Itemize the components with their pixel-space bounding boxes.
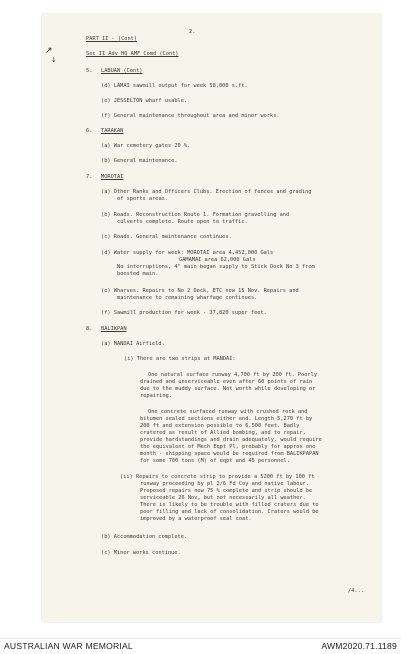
s7-number: 7. — [86, 174, 93, 180]
s8-para2-line: cratered as result of Allied bombing, and to repair, — [140, 430, 306, 436]
s8-para1-line: due to the muddy surface. Not worth while developing or — [140, 386, 316, 392]
s7-item-d-line4: boosted main. — [117, 271, 159, 277]
s8-para1-line: One natural surface runway 4,700 ft by 200 ft. Poorly — [148, 372, 318, 378]
s6-number: 6. — [86, 128, 93, 134]
s7-item-d-line2: GAMAMAI area 62,000 Gals — [179, 257, 256, 263]
s7-item-a-line2: of sports areas. — [117, 196, 169, 202]
pencil-mark-icon: ↗ — [45, 46, 53, 56]
continuation-mark: /4... — [348, 588, 364, 594]
s7-item-f: (f) Sawmill production for week - 37,820 super feet. — [101, 310, 267, 316]
s8-para2-line: bitumen sealed sections either end. Length 5,270 ft by — [140, 416, 313, 422]
s8-sub-ii-line: serviceable 26 Nov, but not necessarily all weather. — [140, 495, 306, 501]
s5-title: LABUAN (Cont) — [101, 68, 143, 74]
s8-para2-line: 200 ft and extension possible to 6,500 feet. Badly — [140, 423, 300, 429]
s7-item-d-line3: No interruptions, 4" main began supply to Stick Dock No 3 from — [117, 264, 315, 270]
s8-sub-ii-line: improved by a waterproof seal coat. — [140, 516, 252, 522]
page-number: 2. — [189, 29, 196, 35]
s8-title: BALIKPAN — [101, 326, 127, 332]
s5-item-d: (d) LAMAI sawmill output for week 58,000 s.ft. — [101, 83, 248, 89]
s8-sub-ii-line: (ii) Repairs to concrete strip to provide a 5200 ft by 100 ft — [120, 474, 315, 480]
archive-footer — [0, 638, 401, 654]
s6-title: TARAKAN — [101, 128, 124, 134]
section-heading — [86, 51, 178, 57]
s7-item-a-line1: (a) Other Ranks and Officers Clubs. Erection of fences and grading — [101, 189, 312, 195]
s5-item-e: (e) JESSELTON wharf usable. — [101, 98, 188, 104]
s7-item-d-line1: (d) Water supply for week: MOROTAI area 4,452,000 Gals — [101, 250, 274, 256]
s8-sub-ii-line: runway proceeding by pl 2/6 Fd Coy and native labour. — [140, 481, 310, 487]
s8-para2-line: month - shipping space would be required from BALIKPAPAN — [140, 451, 319, 457]
s8-item-a: (a) MANDAI Airfield. — [101, 341, 165, 347]
s8-sub-ii-line: There is likely to be trouble with filled craters due to — [140, 502, 319, 508]
footer-source: AUSTRALIAN WAR MEMORIAL — [4, 641, 133, 651]
s8-para1-line: repairing. — [140, 393, 172, 399]
s8-para2-line: the equivalent of Mech Eqpt Pl, probably for approx one — [140, 444, 316, 450]
s8-para2-line: One concrete surfaced runway with crushed rock and — [148, 409, 308, 415]
part-heading: PART II - (Cont) — [86, 36, 138, 42]
s8-item-b: (b) Accommodation complete. — [101, 534, 188, 540]
s8-number: 8. — [86, 326, 93, 332]
s8-para2-line: for some 700 tons (M) of eqpt and 45 personnel. — [140, 458, 290, 464]
s5-item-f: (f) General maintenance throughout area and minor works. — [101, 113, 280, 119]
s8-sub-ii-line: Proposed repairs now 75 % complete and strip should be — [140, 488, 313, 494]
s8-sub-ii-line: poor filling and lack of consolidation. Craters would be — [140, 509, 319, 515]
s5-number: 5. — [86, 68, 93, 74]
s7-item-e-line1: (e) Wharves. Repairs to No 2 Dock, ETC now 15 Nov. Repairs and — [101, 288, 299, 294]
pencil-tick-icon: ↓ — [51, 56, 57, 64]
s7-title: MOROTAI — [101, 174, 124, 180]
s6-item-b: (b) General maintenance. — [101, 158, 178, 164]
s7-item-e-line2: maintenance to remaining wharfage continues. — [117, 295, 258, 301]
s6-item-a: (a) War cemetery gates 20 %. — [101, 143, 191, 149]
s7-item-c: (c) Roads. General maintenance continues. — [101, 234, 232, 240]
s7-item-b-line1: (b) Roads. Reconstruction Route 1. Formation gravelling and — [101, 212, 290, 218]
s8-para2-line: provide hardstandings and drain adequately, would require — [140, 437, 322, 443]
section-heading-text: Sec II Adv HQ AMF Comd (Cont) — [86, 51, 179, 57]
s8-item-c: (c) Minor works continue. — [101, 550, 181, 556]
s8-para1-line: drained and unserviceable even after 60 points of rain — [140, 379, 313, 385]
s7-item-b-line2: culverts complete. Route open to traffic. — [117, 219, 248, 225]
document-page — [42, 14, 381, 622]
footer-reference: AWM2020.71.1189 — [321, 641, 397, 651]
s8-sub-i-heading: (i) There are two strips at MANDAI: — [124, 356, 236, 362]
